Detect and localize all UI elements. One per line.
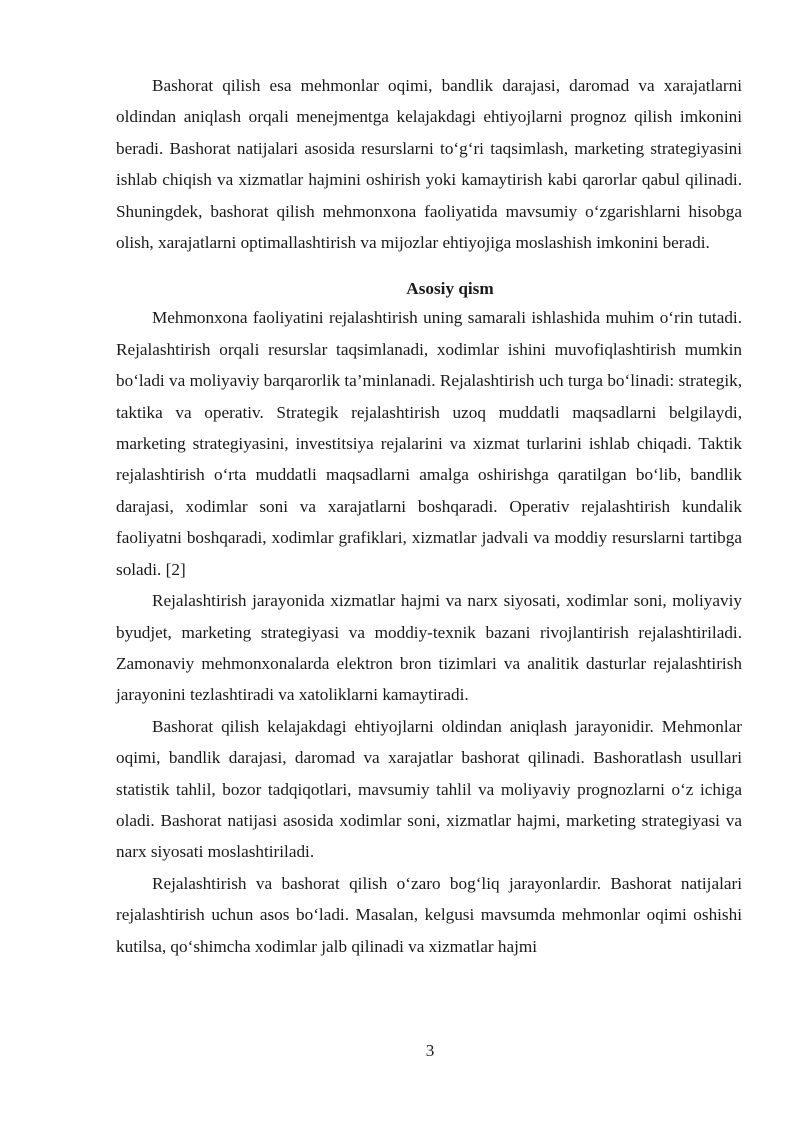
paragraph-forecasting: Bashorat qilish kelajakdagi ehtiyojlarni oldindan aniqlash jarayonidir. Mehmonlar oqimi, bandlik darajasi, daromad va xarajatlar bashorat qilinadi. Bashoratlash usullari statistik tahlil, bozor tadqiqotlari, mavsumiy tahlil va moliyaviy prognozlarni o‘z ichiga oladi. Bashorat natijasi asosida xodimlar soni, xizmatlar hajmi, marketing strategiyasi va narx siyosati moslashtiriladi. <box>116 716 742 862</box>
intro-paragraph: Bashorat qilish esa mehmonlar oqimi, bandlik darajasi, daromad va xarajatlarni oldindan aniqlash orqali menejmentga kelajakdagi ehtiyojlarni prognoz qilish imkonini beradi. Bashorat natijalari asosida resurslarni to‘g‘ri taqsimlash, marketing strategiyasini ishlab chiqish va xizmatlar hajmini oshirish yoki kamaytirish kabi qarorlar qabul qilinadi. Shuningdek, bashorat qilish mehmonxona faoliyatida mavsumiy o‘zgarishlarni hisobga olish, xarajatlarni optimallashtirish va mijozlar ehtiyojiga moslashish imkonini beradi. <box>116 76 742 253</box>
page-number: 3 <box>425 1041 435 1060</box>
paragraph-planning-process: Rejalashtirish jarayonida xizmatlar hajmi va narx siyosati, xodimlar soni, moliyaviy byudjet, marketing strategiyasi va moddiy-texnik bazani rivojlantirish rejalashtiriladi. Zamonaviy mehmonxonalarda elektron bron tizimlari va analitik dasturlar rejalashtirish jarayonini tezlashtiradi va xatoliklarni kamaytiradi. <box>116 591 742 705</box>
page-body <box>116 70 742 962</box>
paragraph-planning: Mehmonxona faoliyatini rejalashtirish uning samarali ishlashida muhim o‘rin tutadi. Rejalashtirish orqali resurslar taqsimlanadi, xodimlar ishini muvofiqlashtirish mumkin bo‘ladi va moliyaviy barqarorlik ta’minlanadi. Rejalashtirish uch turga bo‘linadi: strategik, taktika va operativ. Strategik rejalashtirish uzoq muddatli maqsadlarni belgilaydi, marketing strategiyasini, investitsiya rejalarini va xizmat turlarini ishlab chiqadi. Taktik rejalashtirish o‘rta muddatli maqsadlarni amalga oshirishga qaratilgan bo‘lib, bandlik darajasi, xodimlar soni va xarajatlarni boshqaradi. Operativ rejalashtirish kundalik faoliyatni boshqaradi, xodimlar grafiklari, xizmatlar jadvali va moddiy resurslarni tartibga soladi. [2] <box>116 308 742 579</box>
paragraph-relationship: Rejalashtirish va bashorat qilish o‘zaro bog‘liq jarayonlardir. Bashorat natijalari rejalashtirish uchun asos bo‘ladi. Masalan, kelgusi mavsumda mehmonlar oqimi oshishi kutilsa, qo‘shimcha xodimlar jalb qilinadi va xizmatlar hajmi <box>116 873 742 956</box>
section-heading: Asosiy qism <box>406 279 494 299</box>
spacer <box>116 258 742 276</box>
